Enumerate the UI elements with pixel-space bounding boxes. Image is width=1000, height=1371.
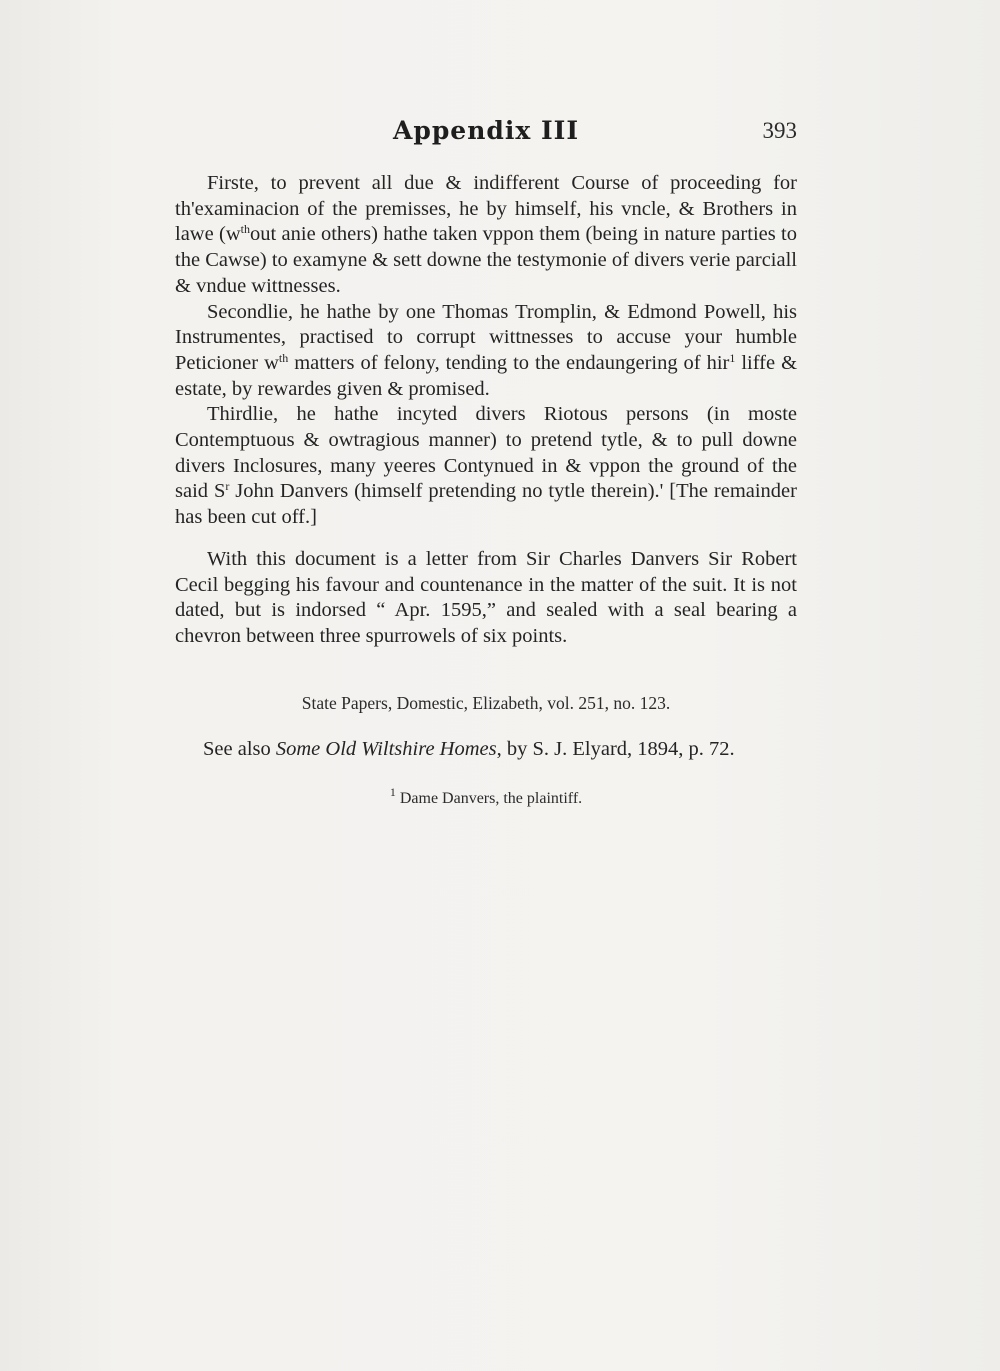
petition-paragraph-3: [175, 402, 797, 531]
footnote: [175, 785, 797, 808]
petition-text: matters of felony, tending to the endaungering of hir: [288, 351, 730, 374]
see-also: [175, 737, 797, 763]
petition-text: Thirdlie, he hathe incyted divers Riotous persons (in moste Contemptuous & owtragious manner) to pretend tytle, & to pull downe divers Inclosures, many yeeres Contynued in & vppon the ground of the said S: [175, 403, 797, 503]
petition-text: liffe & estate, by rewardes given & promised.: [175, 351, 798, 400]
petition-paragraph-1: [175, 171, 797, 300]
see-also-text: See also: [203, 738, 276, 760]
page-header: [175, 116, 797, 152]
book-title: Some Old Wiltshire Homes: [275, 738, 497, 760]
petition-text: John Danvers (himself pretending no tytle therein).' [The remainder has been cut off.]: [175, 480, 797, 529]
page-number: 393: [762, 118, 797, 143]
letter-paragraph: [175, 547, 797, 650]
source-citation: State Papers, Domestic, Elizabeth, vol. 251, no. 123.: [301, 693, 671, 713]
quoted-petition: [175, 171, 797, 531]
see-also-paragraph: [175, 737, 797, 763]
letter-text: With this document is a letter from Sir Charles Danvers Sir Robert Cecil begging his favour and countenance in the matter of the suit. It is not dated, but is indorsed “ Apr. 1595,” and sealed with a seal bearing a chevron between three spurrowels of six points.: [175, 548, 797, 648]
petition-text: Firste, to prevent all due & indifferent Course of proceeding for th'examinacion of the premisses, he by himself, his vncle, & Brothers in lawe (w: [175, 172, 797, 246]
footnote-marker: 1: [389, 785, 396, 799]
footnote-text: Dame Danvers, the plaintiff.: [395, 790, 583, 807]
petition-text: Secondlie, he hathe by one Thomas Tromplin, & Edmond Powell, his Instrumentes, practised to corrupt wittnesses to accuse your humble Peticioner w: [175, 300, 797, 374]
superscript: th: [240, 222, 250, 237]
superscript: r: [225, 479, 230, 494]
footnote-reference: 1: [729, 350, 736, 365]
petition-paragraph-2: [175, 300, 797, 403]
superscript: th: [278, 350, 289, 365]
petition-text: out anie others) hathe taken vppon them (being in nature parties to the Cawse) to examyne & sett downe the testymonie of divers verie parciall & vndue wittnesses.: [175, 223, 797, 297]
see-also-text: , by S. J. Elyard, 1894, p. 72.: [496, 738, 735, 760]
running-head: Appendix III: [392, 116, 580, 145]
